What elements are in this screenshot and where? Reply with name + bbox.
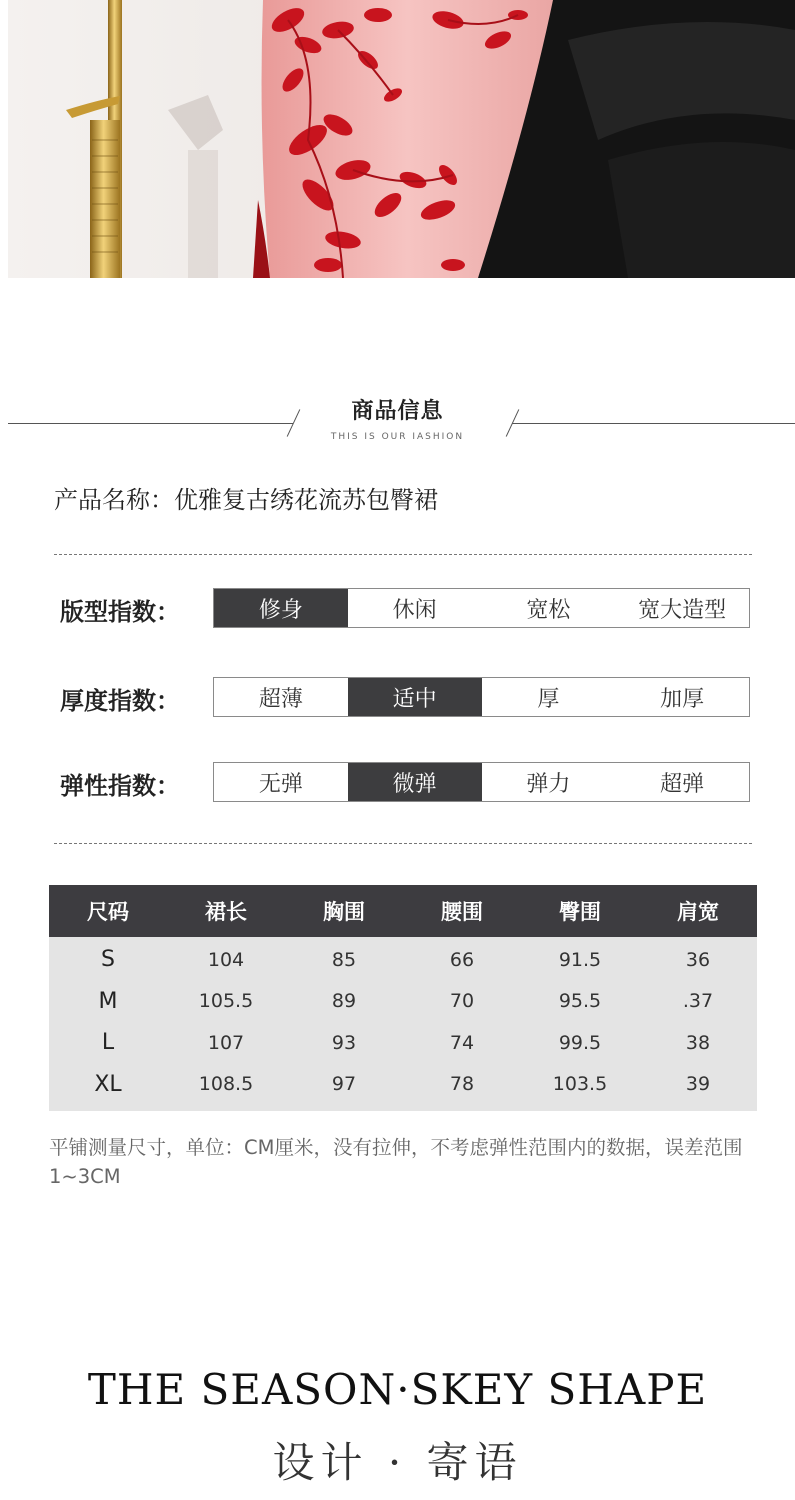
size-cell: S [101, 947, 115, 973]
table-row [49, 1064, 757, 1106]
length-cell: 104 [207, 948, 245, 971]
elasticity-index-label: 弹性指数： [60, 772, 180, 800]
fit-option: 修身 [214, 589, 348, 627]
elasticity-index-row [60, 762, 750, 802]
table-row [49, 939, 757, 981]
length-cell: 105.5 [198, 990, 254, 1013]
design-words-heading: 设计 · 寄语 [272, 1438, 523, 1487]
size-cell: XL [94, 1071, 122, 1097]
header-cell-size: 尺码 [87, 900, 129, 924]
size-table [49, 885, 757, 1111]
hip-cell: 91.5 [558, 948, 602, 971]
product-name-label: 产品名称： [54, 486, 174, 514]
fit-index-row [60, 588, 750, 628]
thickness-option: 适中 [348, 678, 482, 716]
elasticity-option: 弹力 [526, 771, 571, 797]
season-text-a: THE SEASON [87, 1365, 397, 1414]
elasticity-option: 无弹 [258, 771, 303, 797]
product-name-value: 优雅复古绣花流苏包臀裙 [174, 486, 438, 514]
thickness-index-options [213, 677, 750, 717]
fit-option: 休闲 [392, 597, 437, 623]
bust-cell: 97 [331, 1073, 357, 1096]
header-cell-waist: 腰围 [441, 900, 483, 924]
fit-index-label: 版型指数： [60, 598, 180, 626]
shoulder-cell: 39 [685, 1073, 711, 1096]
table-row [49, 1022, 757, 1064]
bust-cell: 93 [331, 1031, 357, 1054]
season-dot: · [396, 1365, 411, 1414]
hip-cell: 99.5 [558, 1031, 602, 1054]
waist-cell: 74 [449, 1031, 475, 1054]
section-subtitle: THIS IS OUR IASHION [330, 432, 465, 442]
elasticity-option: 超弹 [660, 771, 705, 797]
size-table-header [49, 885, 757, 937]
fit-option: 宽大造型 [638, 597, 727, 623]
divider-top [54, 554, 752, 555]
hip-cell: 95.5 [558, 990, 602, 1013]
header-cell-shoulder: 肩宽 [677, 900, 719, 924]
header-cell-bust: 胸围 [323, 900, 365, 924]
section-title: 商品信息 [351, 399, 444, 424]
waist-cell: 78 [449, 1073, 475, 1096]
length-cell: 108.5 [198, 1073, 254, 1096]
fit-index-options [213, 588, 750, 628]
measurement-note: 平铺测量尺寸，单位：CM厘米，没有拉伸，不考虑弹性范围内的数据，误差范围1~3CM [49, 1136, 743, 1188]
season-heading [0, 1365, 795, 1414]
bust-cell: 89 [331, 990, 357, 1013]
header-cell-length: 裙长 [205, 900, 247, 924]
fit-option: 宽松 [526, 597, 571, 623]
shoulder-cell: 36 [685, 948, 711, 971]
thickness-option: 加厚 [660, 686, 705, 712]
product-photo [8, 0, 795, 278]
elasticity-option: 微弹 [348, 763, 482, 801]
shoulder-cell: .37 [682, 990, 714, 1013]
table-row [49, 981, 757, 1023]
waist-cell: 70 [449, 990, 475, 1013]
hip-cell: 103.5 [552, 1073, 608, 1096]
product-name-row [54, 480, 438, 515]
season-text-b: SKEY SHAPE [410, 1365, 708, 1414]
shoulder-cell: 38 [685, 1031, 711, 1054]
waist-cell: 66 [449, 948, 475, 971]
thickness-option: 厚 [537, 686, 560, 712]
size-cell: L [101, 1030, 115, 1056]
length-cell: 107 [207, 1031, 245, 1054]
size-table-body [49, 937, 757, 1111]
header-cell-hip: 臀围 [559, 900, 601, 924]
thickness-index-label: 厚度指数： [60, 687, 180, 715]
elasticity-index-options [213, 762, 750, 802]
bust-cell: 85 [331, 948, 357, 971]
divider-bottom [54, 843, 752, 844]
thickness-index-row [60, 677, 750, 717]
size-cell: M [98, 988, 118, 1014]
thickness-option: 超薄 [258, 686, 303, 712]
